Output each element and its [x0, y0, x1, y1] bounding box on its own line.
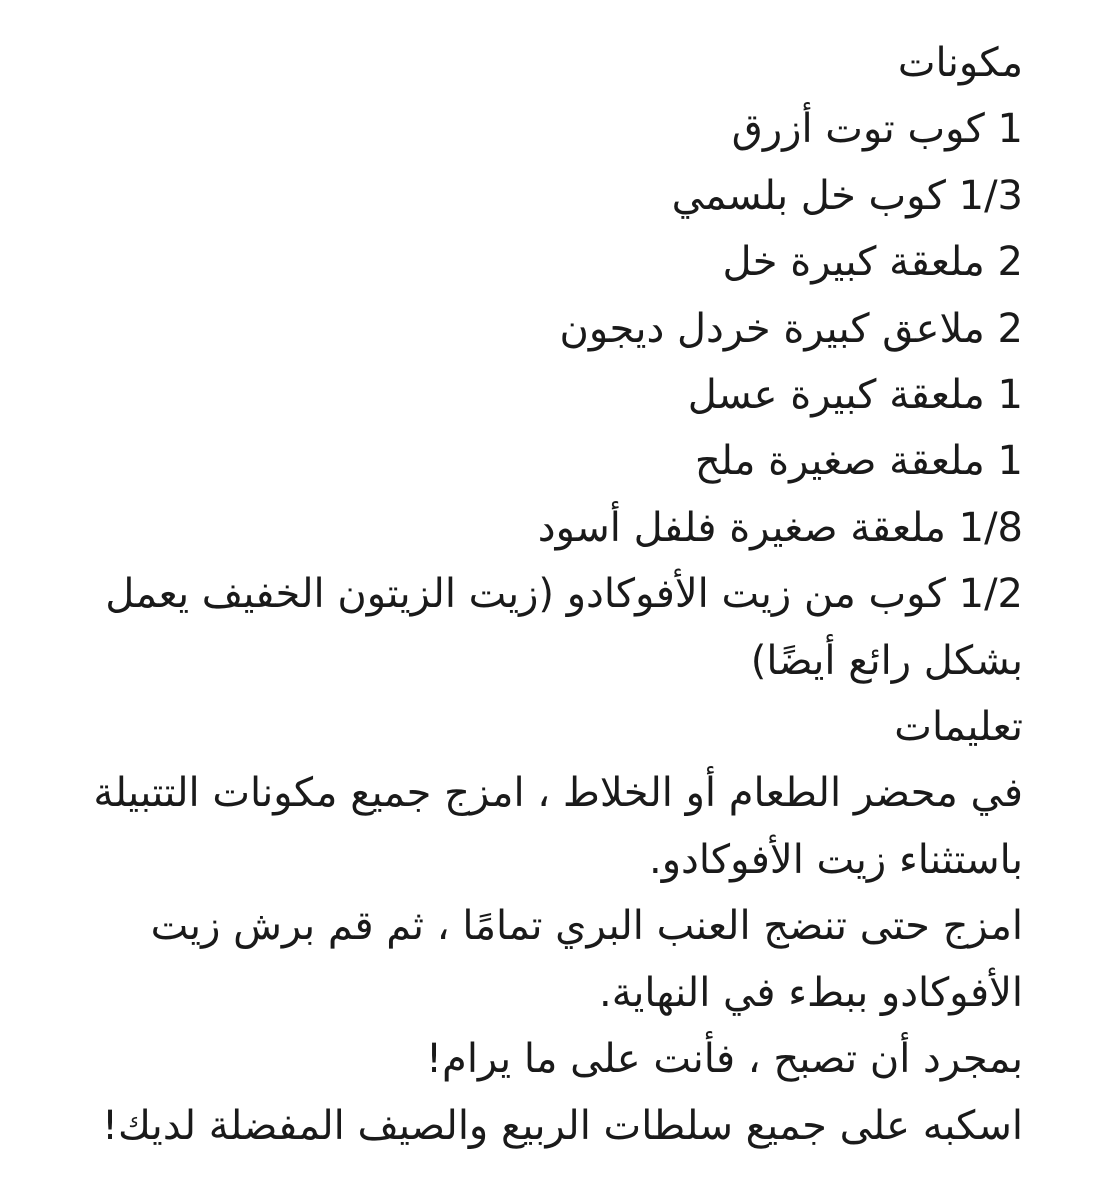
ingredient-line: 1 ملعقة كبيرة عسل	[687, 372, 1023, 419]
ingredient-line: 1 كوب توت أزرق	[731, 106, 1023, 153]
instruction-line: امزج حتى تنضج العنب البري تمامًا ، ثم قم برش زيت الأفوكادو ببطء في النهاية.	[150, 903, 1023, 1016]
instruction-line: في محضر الطعام أو الخلاط ، امزج جميع مكونات التتبيلة باستثناء زيت الأفوكادو.	[93, 770, 1023, 883]
cropped-text-remnant	[0, 0, 1099, 14]
instruction-line: اسكبه على جميع سلطات الربيع والصيف المفضلة لديك!	[101, 1102, 1023, 1149]
instructions-heading: تعليمات	[894, 704, 1023, 751]
instruction-line: بمجرد أن تصبح ، فأنت على ما يرام!	[426, 1036, 1023, 1083]
ingredient-line: 2 ملعقة كبيرة خل	[722, 239, 1023, 286]
ingredients-heading: مكونات	[897, 40, 1023, 86]
ingredient-line: 1/3 كوب خل بلسمي	[671, 172, 1023, 219]
ingredient-line: 1/2 كوب من زيت الأفوكادو (زيت الزيتون الخفيف يعمل بشكل رائع أيضًا)	[105, 571, 1023, 684]
ingredient-line: 2 ملاعق كبيرة خردل ديجون	[559, 305, 1023, 352]
recipe-note	[0, 30, 1023, 1159]
ingredient-line: 1 ملعقة صغيرة ملح	[694, 438, 1023, 485]
ingredient-line: 1/8 ملعقة صغيرة فلفل أسود	[537, 504, 1023, 551]
